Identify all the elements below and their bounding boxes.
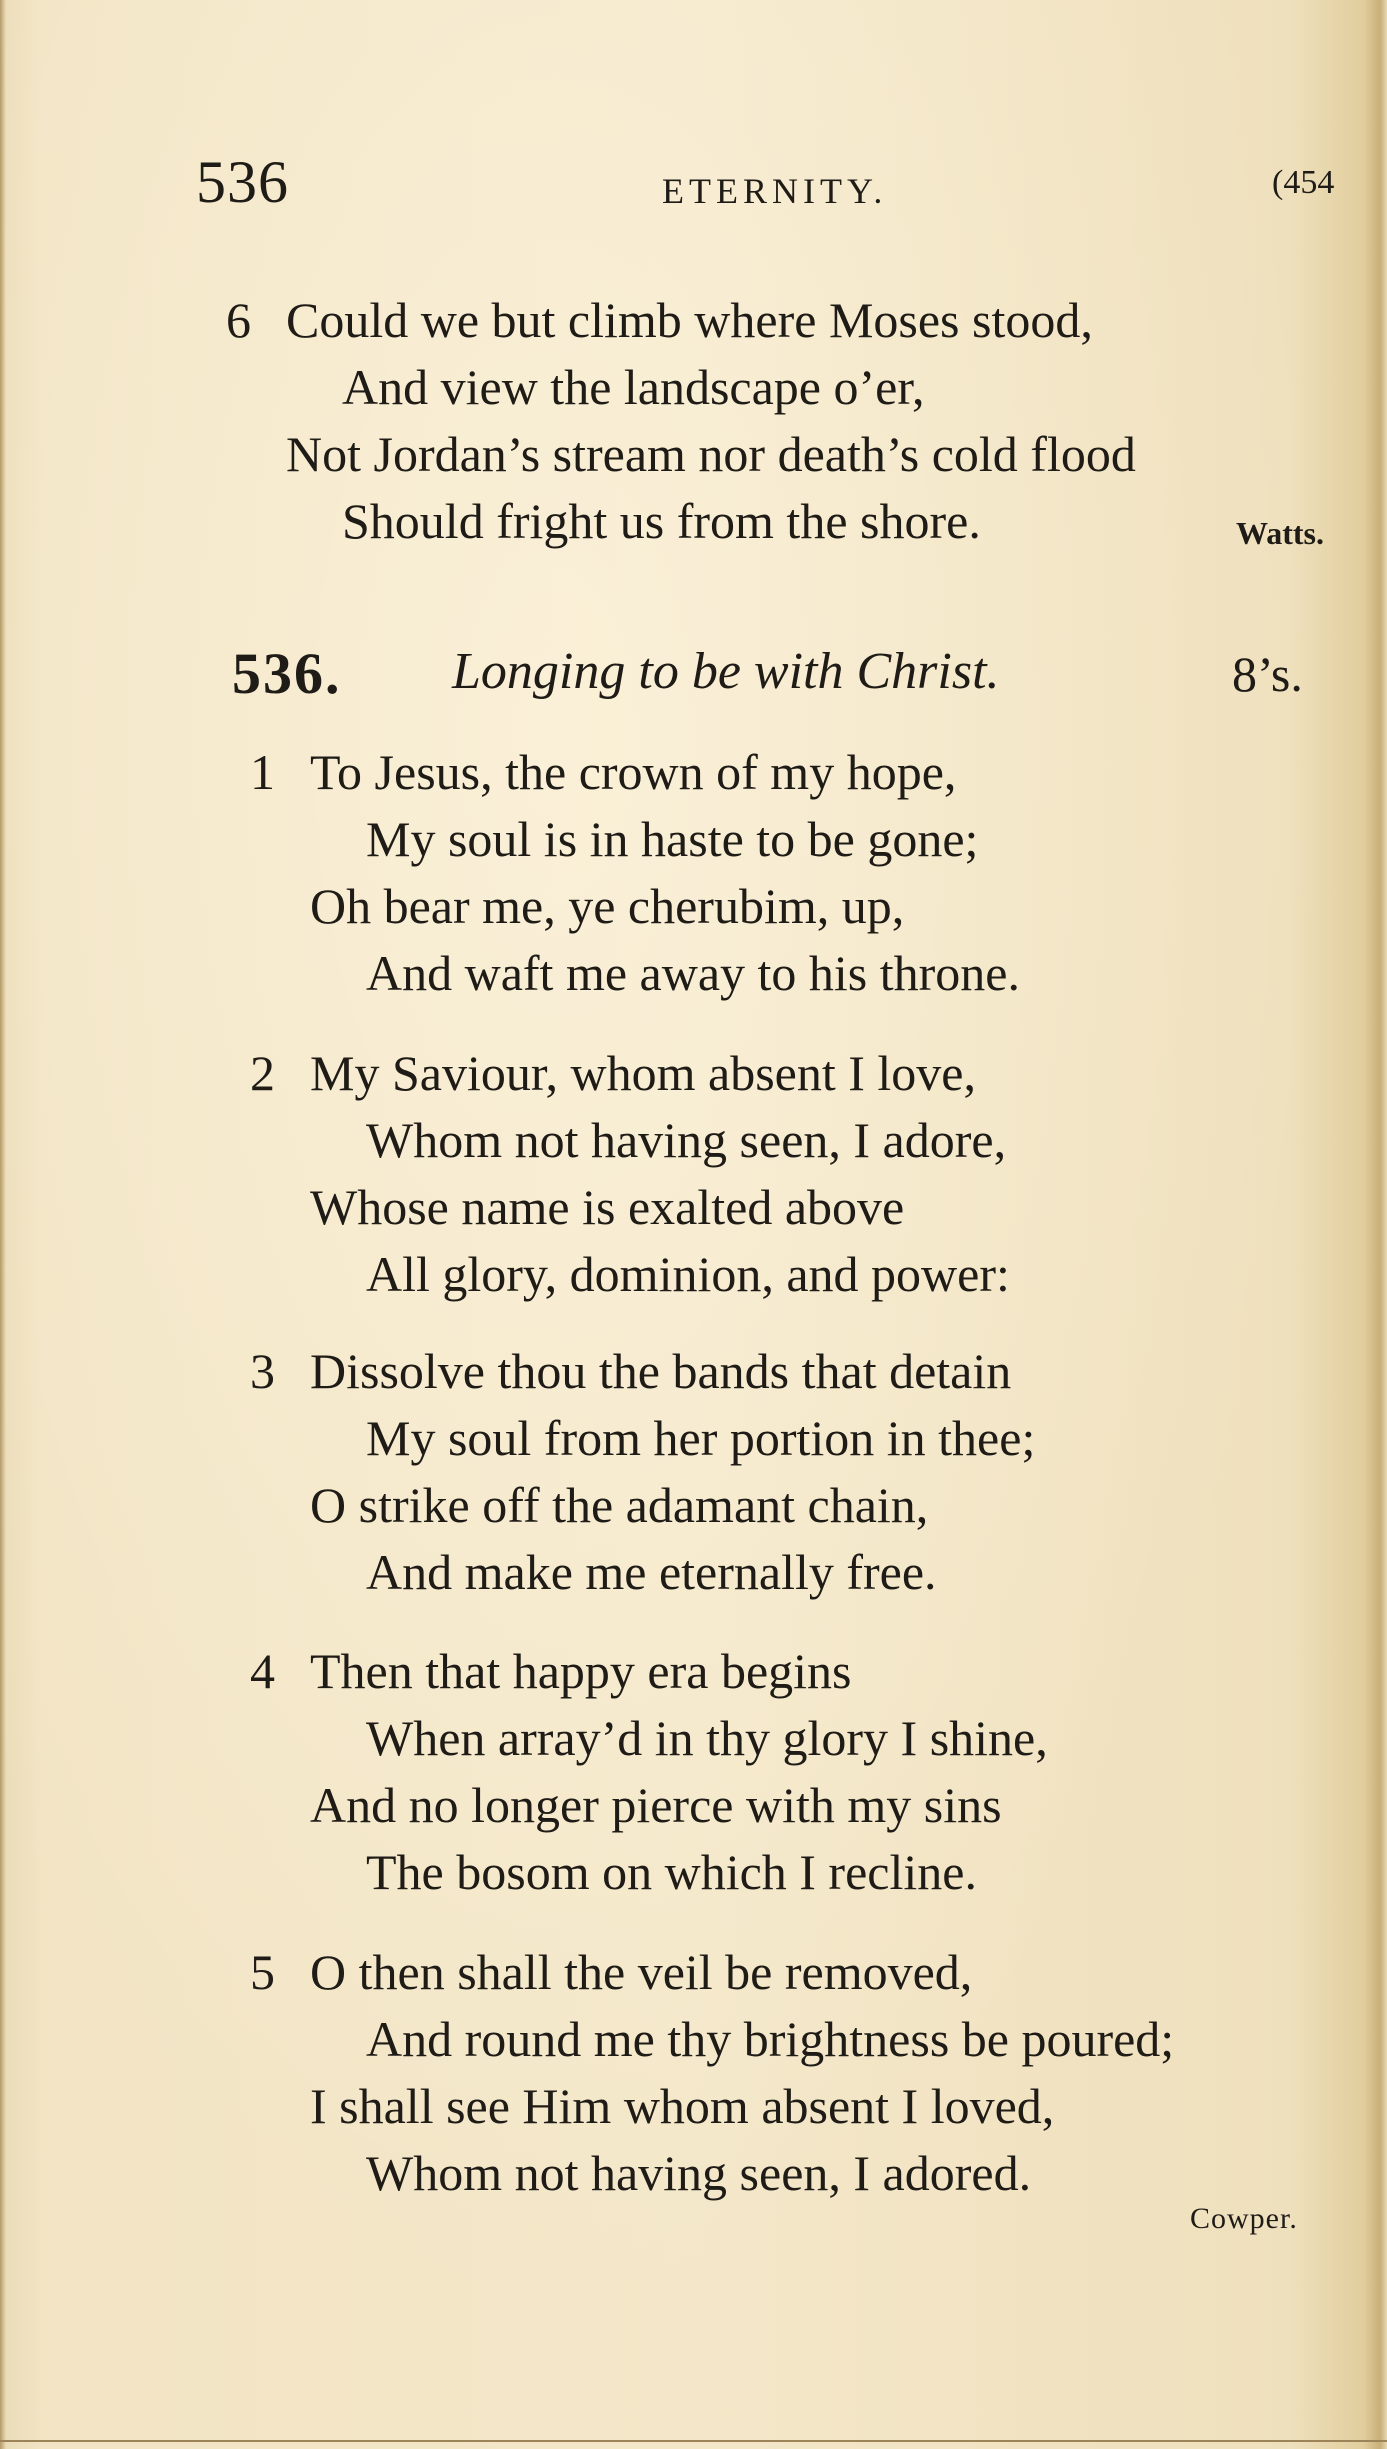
verse-line: I shall see Him whom absent I loved, bbox=[310, 2078, 1055, 2134]
hymn-title: Longing to be with Christ. bbox=[452, 643, 1000, 700]
page-left-edge bbox=[0, 0, 6, 2449]
verse-line: When array’d in thy glory I shine, bbox=[366, 1710, 1048, 1766]
hymn-reference: (454 bbox=[1272, 164, 1335, 201]
verse-number: 6 bbox=[226, 292, 251, 348]
verse-line: And view the landscape o’er, bbox=[342, 359, 925, 415]
verse-line: Could we but climb where Moses stood, bbox=[286, 292, 1093, 348]
verse-line: Then that happy era begins bbox=[310, 1643, 852, 1699]
verse-line: The bosom on which I recline. bbox=[366, 1844, 977, 1900]
verse-number: 5 bbox=[250, 1944, 275, 2000]
verse-line: And waft me away to his throne. bbox=[366, 945, 1021, 1001]
author-attribution: Cowper. bbox=[1190, 2202, 1298, 2235]
verse-number: 2 bbox=[250, 1045, 275, 1101]
verse-line: And make me eternally free. bbox=[366, 1544, 937, 1600]
verse-line: O strike off the adamant chain, bbox=[310, 1477, 929, 1533]
verse-line: My Saviour, whom absent I love, bbox=[310, 1045, 976, 1101]
verse-line: And no longer pierce with my sins bbox=[310, 1777, 1002, 1833]
verse-line: Whom not having seen, I adored. bbox=[366, 2145, 1032, 2201]
verse-line: Not Jordan’s stream nor death’s cold flood bbox=[286, 426, 1136, 482]
verse-line: O then shall the veil be removed, bbox=[310, 1944, 973, 2000]
verse-line: All glory, dominion, and power: bbox=[366, 1246, 1010, 1302]
verse-line: My soul is in haste to be gone; bbox=[366, 811, 979, 867]
author-attribution: Watts. bbox=[1236, 515, 1324, 551]
verse-line: Should fright us from the shore. bbox=[342, 493, 981, 549]
page-right-edge bbox=[1365, 0, 1387, 2449]
verse-line: Oh bear me, ye cherubim, up, bbox=[310, 878, 905, 934]
verse-line: And round me thy brightness be poured; bbox=[366, 2011, 1175, 2067]
page-number: 536 bbox=[196, 149, 289, 215]
page-bottom-rule bbox=[0, 2440, 1387, 2442]
verse-number: 4 bbox=[250, 1643, 275, 1699]
verse-number: 1 bbox=[250, 744, 275, 800]
verse-line: Whose name is exalted above bbox=[310, 1179, 905, 1235]
verse-line: To Jesus, the crown of my hope, bbox=[310, 744, 957, 800]
verse-number: 3 bbox=[250, 1343, 275, 1399]
running-title: ETERNITY. bbox=[662, 171, 888, 211]
hymn-meter: 8’s. bbox=[1232, 646, 1303, 702]
hymn-number: 536. bbox=[232, 641, 342, 706]
verse-line: Dissolve thou the bands that detain bbox=[310, 1343, 1012, 1399]
verse-line: My soul from her portion in thee; bbox=[366, 1410, 1036, 1466]
verse-line: Whom not having seen, I adore, bbox=[366, 1112, 1007, 1168]
